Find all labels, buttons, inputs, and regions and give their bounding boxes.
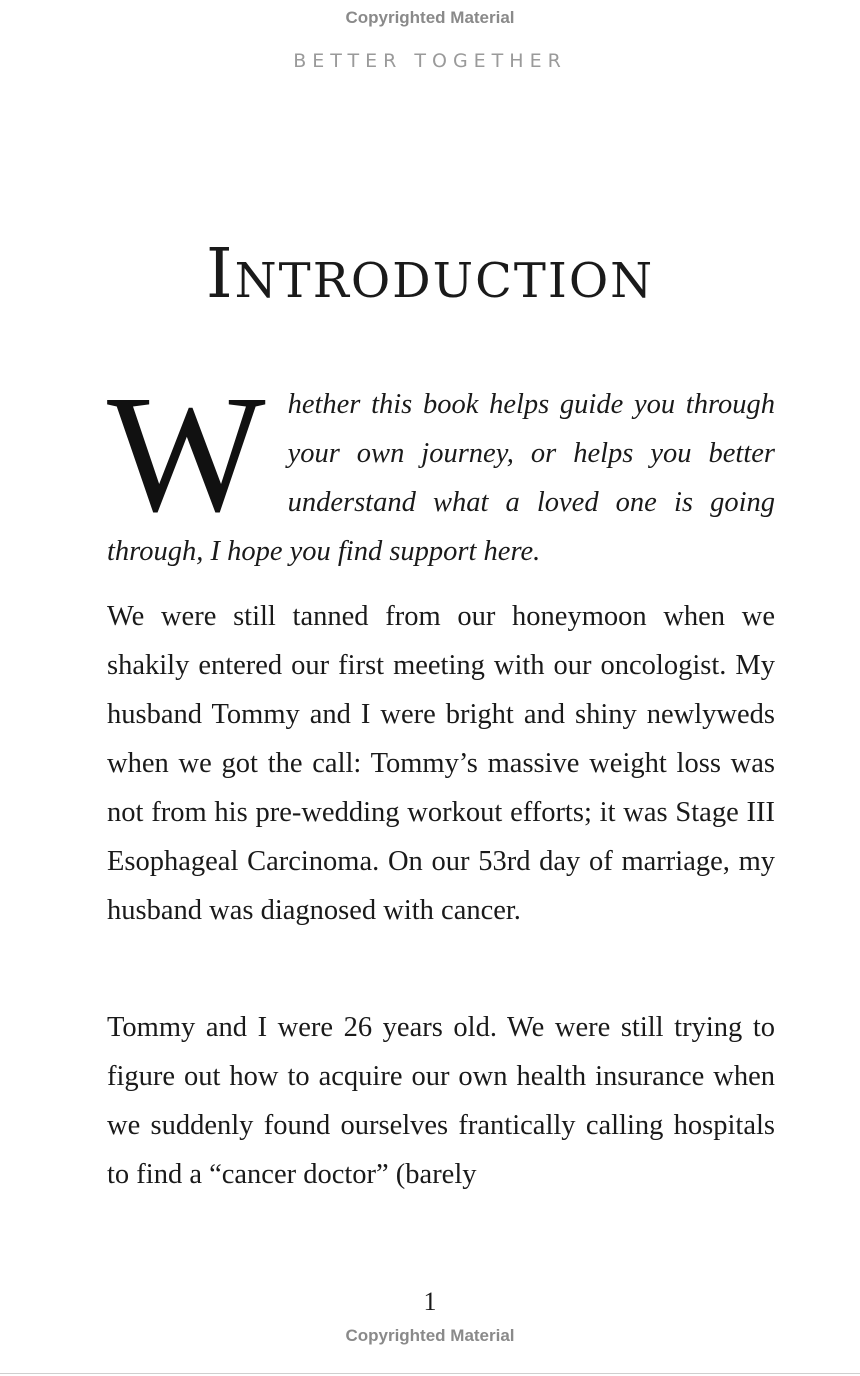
page-bottom-divider bbox=[0, 1373, 860, 1374]
intro-text: hether this book helps guide you through your own journey, or helps you better understand what a loved one is going through, I hope you find support here. bbox=[107, 389, 775, 567]
intro-paragraph bbox=[107, 361, 775, 576]
running-head: BETTER TOGETHER bbox=[293, 50, 567, 72]
copyright-watermark-bottom: Copyrighted Material bbox=[345, 1326, 515, 1345]
page-number: 1 bbox=[423, 1287, 437, 1316]
drop-cap: W bbox=[107, 361, 266, 547]
body-paragraph: We were still tanned from our honeymoon when we shakily entered our first meeting with our oncologist. My husband Tommy and I were bright and shiny newlyweds when we got the call: Tommy’s massive weight loss was not from his pre-wedding workout efforts; it was Stage III Esophageal Carcinoma. On our 53rd day of marriage, my husband was diagnosed with cancer. bbox=[107, 601, 775, 926]
chapter-title: Introduction bbox=[205, 235, 655, 314]
copyright-watermark-top: Copyrighted Material bbox=[345, 8, 515, 27]
body-paragraph: Tommy and I were 26 years old. We were still trying to figure out how to acquire our own health insurance when we suddenly found ourselves frantically calling hospitals to find a “cancer doctor” (barely bbox=[107, 1012, 775, 1190]
